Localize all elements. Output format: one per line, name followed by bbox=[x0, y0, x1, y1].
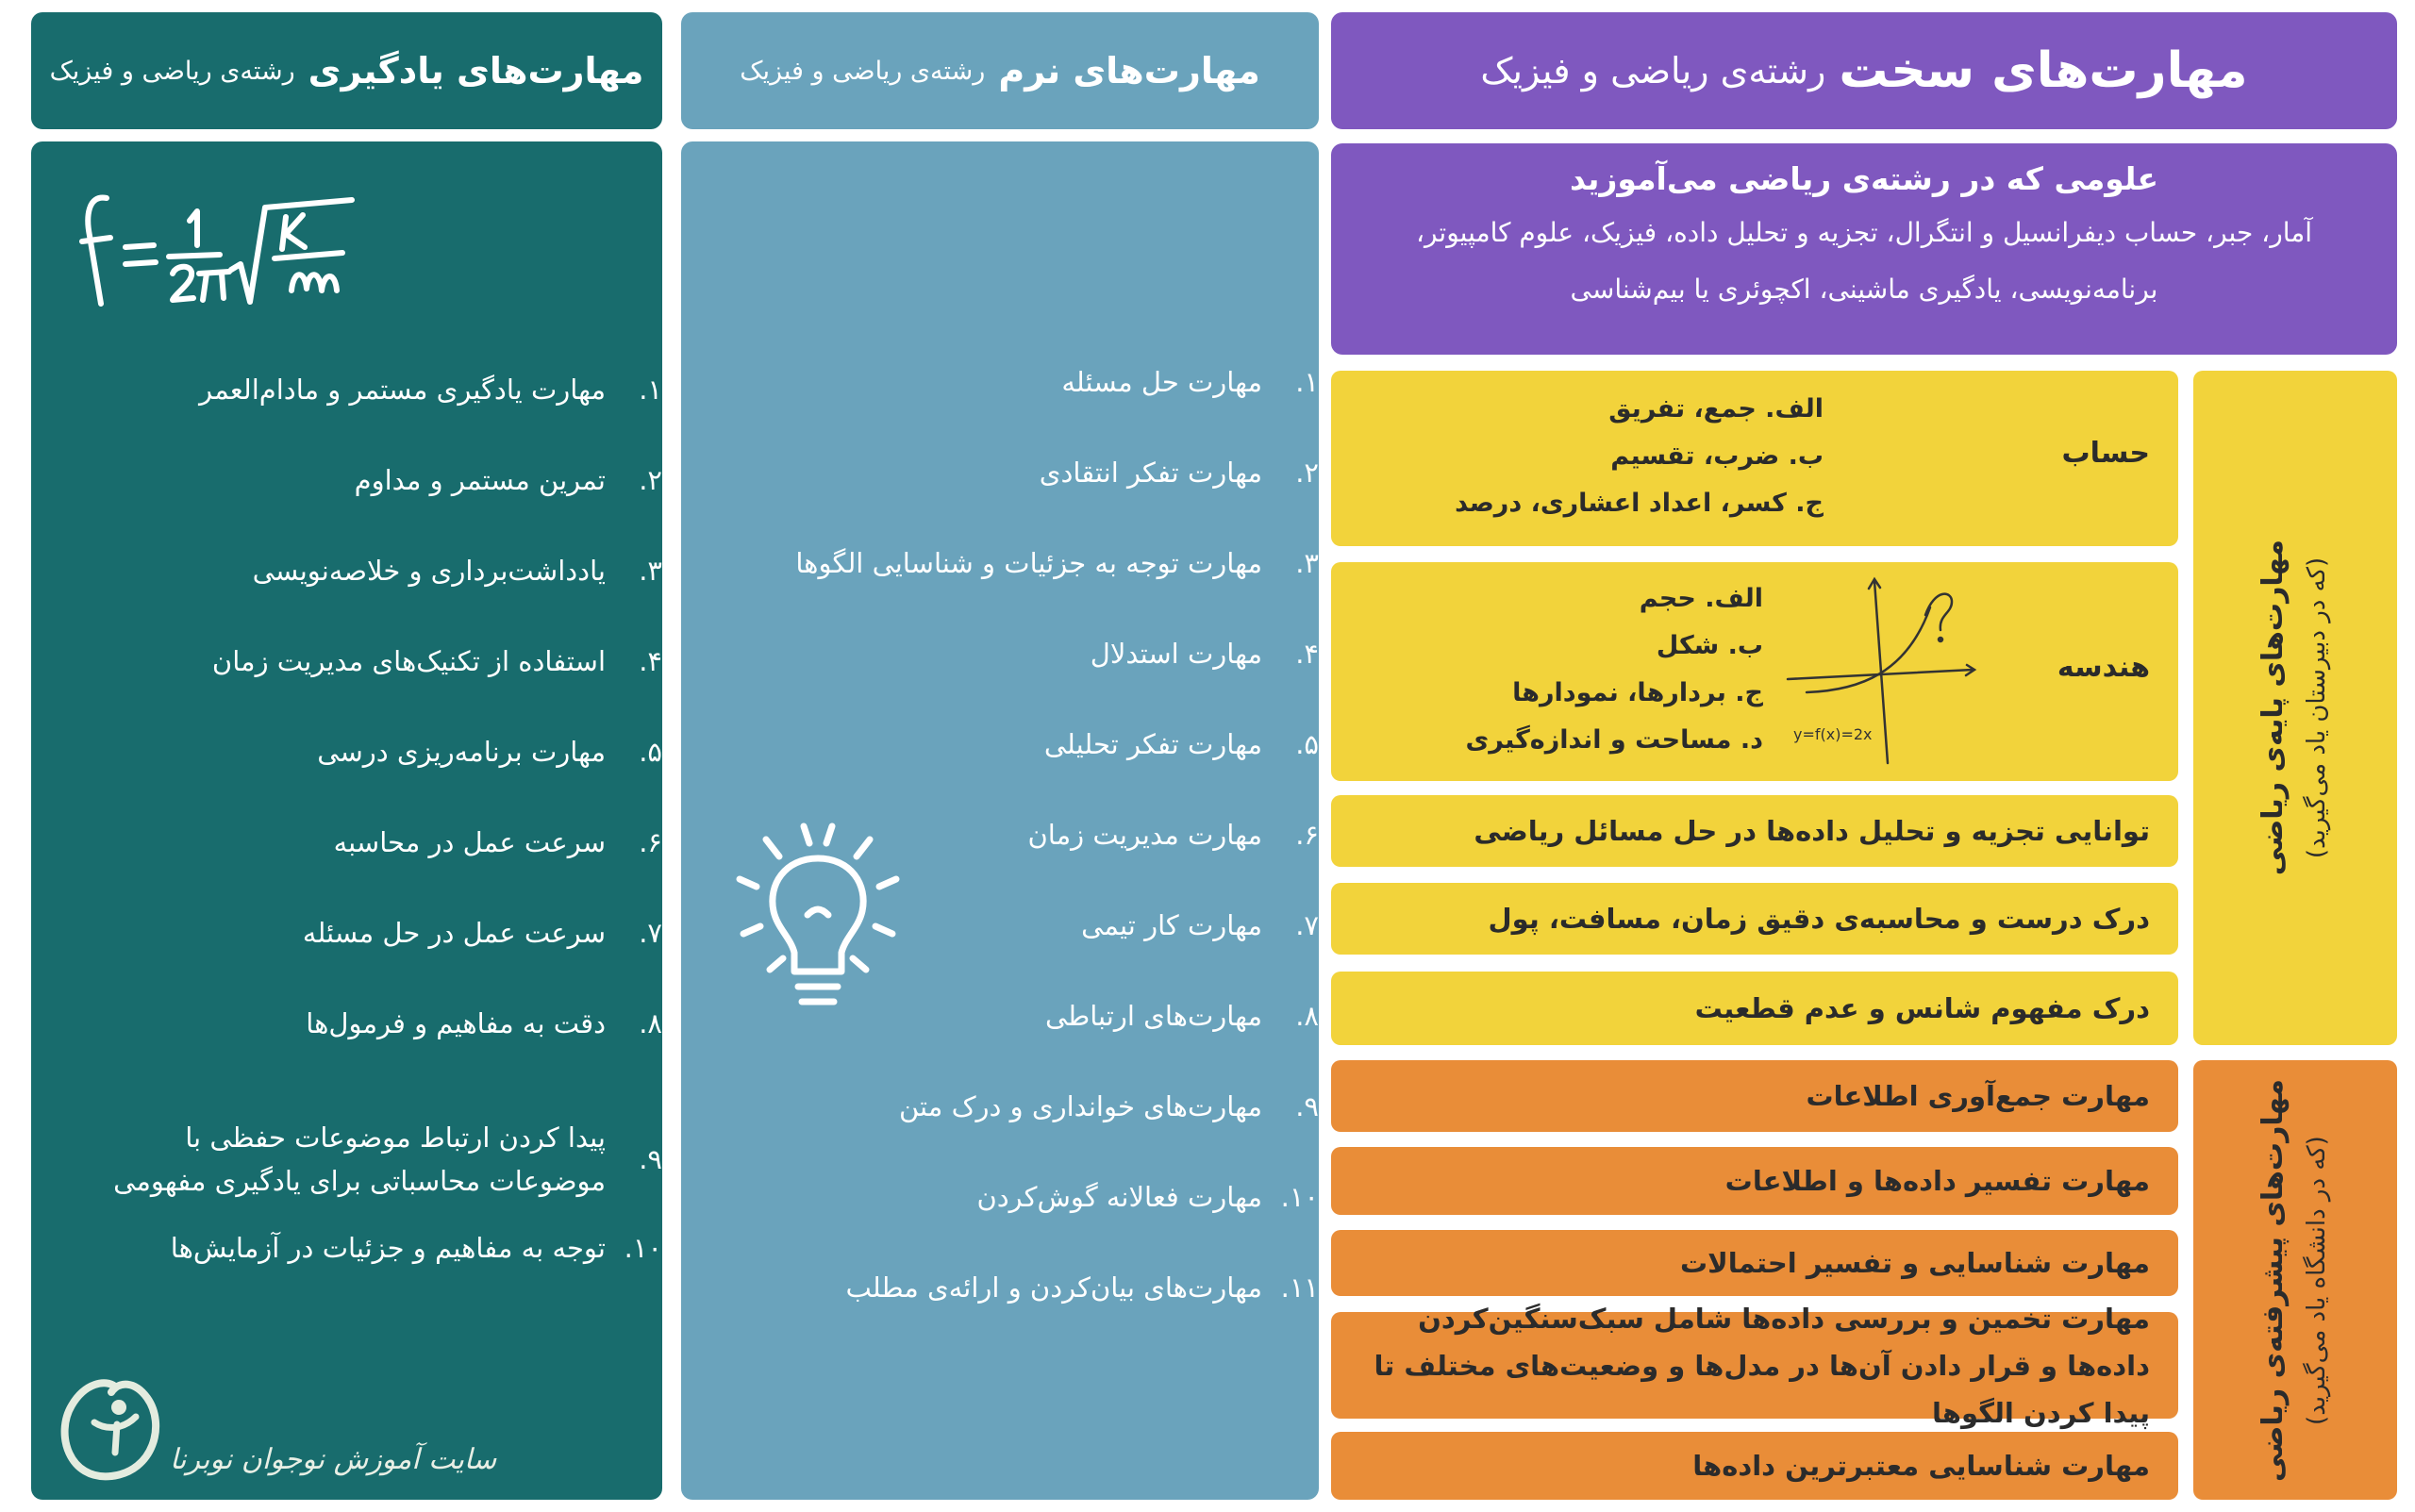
advanced-row: مهارت شناسایی و تفسیر احتمالات bbox=[1331, 1230, 2178, 1296]
list-item: ۲. تمرین مستمر و مداوم bbox=[354, 464, 662, 496]
list-item: ۲. مهارت تفکر انتقادی bbox=[1039, 457, 1319, 489]
graph-icon bbox=[1784, 570, 1991, 768]
header-subtitle: رشته‌ی ریاضی و فیزیک bbox=[740, 56, 986, 86]
advanced-math-skills-label: مهارت‌های پیشرفته‌ی ریاضی (که در دانشگاه یاد می‌گیرید) bbox=[2193, 1060, 2397, 1500]
list-item: ۶. مهارت مدیریت زمان bbox=[1027, 819, 1319, 851]
geometry-items: الف. حجم ب. شکل ج. بردارها، نمودارها د. مساحت و اندازه‌گیری bbox=[1465, 584, 1763, 755]
list-item: ۱۰. توجه به مفاهیم و جزئیات در آزمایش‌ها bbox=[170, 1232, 662, 1264]
basic-row: درک مفهوم شانس و عدم قطعیت bbox=[1331, 972, 2178, 1045]
basic-math-skills-label: مهارت‌های پایه‌ی ریاضی (که در دبیرستان یاد می‌گیرید) bbox=[2193, 371, 2397, 1045]
list-item: ۱۰. مهارت فعالانه گوش‌کردن bbox=[976, 1181, 1319, 1213]
header-title: مهارت‌های نرم bbox=[998, 50, 1260, 91]
advanced-row: مهارت شناسایی معتبرترین داده‌ها bbox=[1331, 1432, 2178, 1500]
learning-skills-list bbox=[96, 368, 662, 1283]
arithmetic-items: الف. جمع، تفریق ب. ضرب، تقسیم ج. کسر، اعداد اعشاری، درصد bbox=[1455, 394, 1824, 518]
arithmetic-label: حساب bbox=[2061, 437, 2150, 470]
list-item: ۵. مهارت تفکر تحلیلی bbox=[1043, 728, 1319, 760]
list-item: ۸. دقت به مفاهیم و فرمول‌ها bbox=[306, 1007, 662, 1039]
basic-row: درک درست و محاسبه‌ی دقیق زمان، مسافت، پول bbox=[1331, 883, 2178, 955]
learning-skills-panel bbox=[31, 141, 662, 1500]
list-item: ۷. مهارت کار تیمی bbox=[1081, 909, 1319, 941]
advanced-row: مهارت تفسیر داده‌ها و اطلاعات bbox=[1331, 1147, 2178, 1215]
soft-skills-panel bbox=[681, 141, 1319, 1500]
list-item: ۳. یادداشت‌برداری و خلاصه‌نویسی bbox=[252, 555, 662, 587]
sciences-box bbox=[1331, 143, 2397, 355]
sciences-text: آمار، جبر، حساب دیفرانسیل و انتگرال، تجزیه و تحلیل داده، فیزیک، علوم کامپیوتر، برنامه‌نویسی، یادگیری ماشینی، اکچوئری یا بیم‌شناسی bbox=[1415, 217, 2313, 305]
list-item: ۷. سرعت عمل در حل مسئله bbox=[302, 917, 662, 949]
header-subtitle: رشته‌ی ریاضی و فیزیک bbox=[49, 56, 295, 86]
graph-equation: y=f(x)=2x bbox=[1793, 725, 1873, 743]
hard-skills-header bbox=[1331, 12, 2397, 129]
formula-icon bbox=[69, 179, 371, 311]
lightbulb-icon bbox=[728, 802, 908, 1019]
list-item: ۹. مهارت‌های خوانداری و درک متن bbox=[898, 1090, 1319, 1122]
site-logo-icon bbox=[45, 1358, 177, 1490]
advanced-row: مهارت تخمین و بررسی داده‌ها شامل سبک‌سنگین‌کردن داده‌ها و قرار دادن آن‌ها در مدل‌ها و وضعیت‌های مختلف تا پیدا کردن الگوها bbox=[1331, 1312, 2178, 1419]
soft-skills-header bbox=[681, 12, 1319, 129]
list-item: ۹. پیدا کردن ارتباط موضوعات حفظی با موضوعات محاسباتی برای یادگیری مفهومی bbox=[113, 1122, 662, 1197]
list-item: ۴. استفاده از تکنیک‌های مدیریت زمان bbox=[211, 645, 662, 677]
geometry-box bbox=[1331, 562, 2178, 781]
list-item: ۱. مهارت یادگیری مستمر و مادام‌العمر bbox=[199, 374, 662, 406]
list-item: ۱. مهارت حل مسئله bbox=[1061, 366, 1319, 398]
list-item: ۶. سرعت عمل در محاسبه bbox=[333, 826, 662, 858]
advanced-row: مهارت جمع‌آوری اطلاعات bbox=[1331, 1060, 2178, 1132]
list-item: ۱۱. مهارت‌های بیان‌کردن و ارائه‌ی مطلب bbox=[845, 1271, 1319, 1304]
list-item: ۴. مهارت استدلال bbox=[1090, 638, 1319, 670]
sciences-title: علومی که در رشته‌ی ریاضی می‌آموزید bbox=[1569, 160, 2159, 197]
list-item: ۳. مهارت توجه به جزئیات و شناسایی الگوها bbox=[795, 547, 1319, 579]
learning-skills-header bbox=[31, 12, 662, 129]
list-item: ۸. مهارت‌های ارتباطی bbox=[1044, 1000, 1319, 1032]
header-subtitle: رشته‌ی ریاضی و فیزیک bbox=[1480, 50, 1826, 91]
arithmetic-box bbox=[1331, 371, 2178, 546]
header-title: مهارت‌های سخت bbox=[1839, 42, 2248, 99]
header-title: مهارت‌های یادگیری bbox=[308, 50, 644, 91]
list-item: ۵. مهارت برنامه‌ریزی درسی bbox=[317, 736, 662, 768]
geometry-label: هندسه bbox=[2057, 651, 2150, 684]
basic-row: توانایی تجزیه و تحلیل داده‌ها در حل مسائل ریاضی bbox=[1331, 795, 2178, 867]
site-name: سایت آموزش نوجوان نوبرنا bbox=[170, 1443, 497, 1476]
